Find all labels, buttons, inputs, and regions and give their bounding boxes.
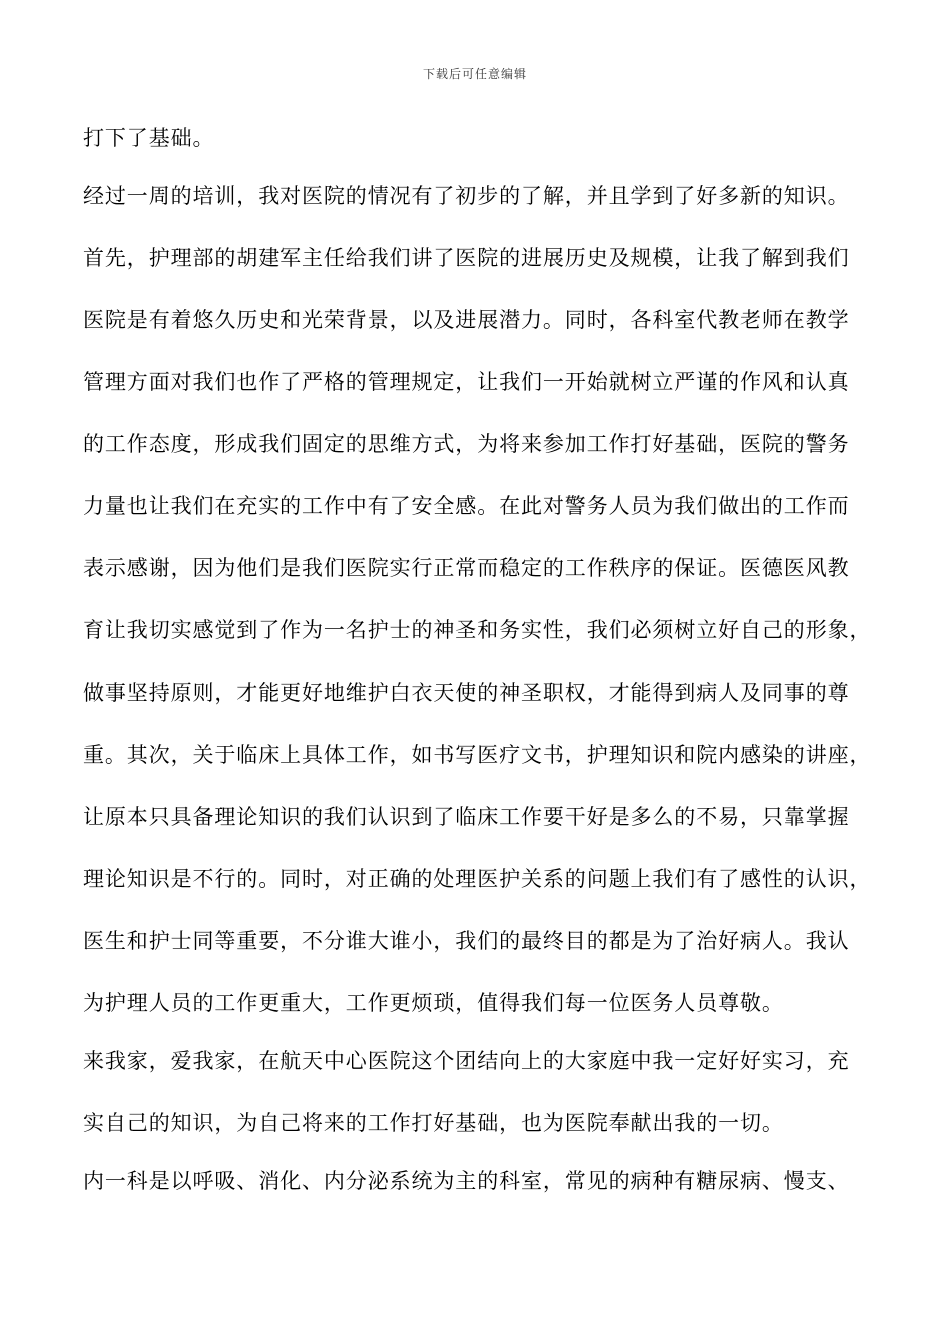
text-line: 理论知识是不行的。同时，对正确的处理医护关系的问题上我们有了感性的认识， [83,867,872,891]
text-line: 表示感谢，因为他们是我们医院实行正常而稳定的工作秩序的保证。医德医风教 [83,556,850,580]
text-line: 打下了基础。 [83,126,215,150]
text-line: 来我家，爱我家，在航天中心医院这个团结向上的大家庭中我一定好好实习，充 [83,1049,850,1073]
text-line: 为护理人员的工作更重大，工作更烦琐，值得我们每一位医务人员尊敬。 [83,991,784,1015]
text-line: 医院是有着悠久历史和光荣背景，以及进展潜力。同时，各科室代教老师在教学 [83,308,850,332]
text-line: 医生和护士同等重要，不分谁大谁小，我们的最终目的都是为了治好病人。我认 [83,929,850,953]
text-line: 首先，护理部的胡建军主任给我们讲了医院的进展历史及规模，让我了解到我们 [83,246,850,270]
text-line: 的工作态度，形成我们固定的思维方式，为将来参加工作打好基础，医院的警务 [83,432,850,456]
text-line: 实自己的知识，为自己将来的工作打好基础，也为医院奉献出我的一切。 [83,1111,784,1135]
text-line: 做事坚持原则，才能更好地维护白衣天使的神圣职权，才能得到病人及同事的尊 [83,681,850,705]
text-line: 重。其次，关于临床上具体工作，如书写医疗文书，护理知识和院内感染的讲座， [83,743,872,767]
text-line: 内一科是以呼吸、消化、内分泌系统为主的科室，常见的病种有糖尿病、慢支、 [83,1169,850,1193]
page-header: 下载后可任意编辑 [422,67,527,81]
text-line: 育让我切实感觉到了作为一名护士的神圣和务实性，我们必须树立好自己的形象， [83,618,872,642]
text-line: 经过一周的培训，我对医院的情况有了初步的了解，并且学到了好多新的知识。 [83,184,850,208]
text-line: 力量也让我们在充实的工作中有了安全感。在此对警务人员为我们做出的工作而 [83,494,850,518]
text-line: 管理方面对我们也作了严格的管理规定，让我们一开始就树立严谨的作风和认真 [83,370,850,394]
text-line: 让原本只具备理论知识的我们认识到了临床工作要干好是多么的不易，只靠掌握 [83,805,850,829]
